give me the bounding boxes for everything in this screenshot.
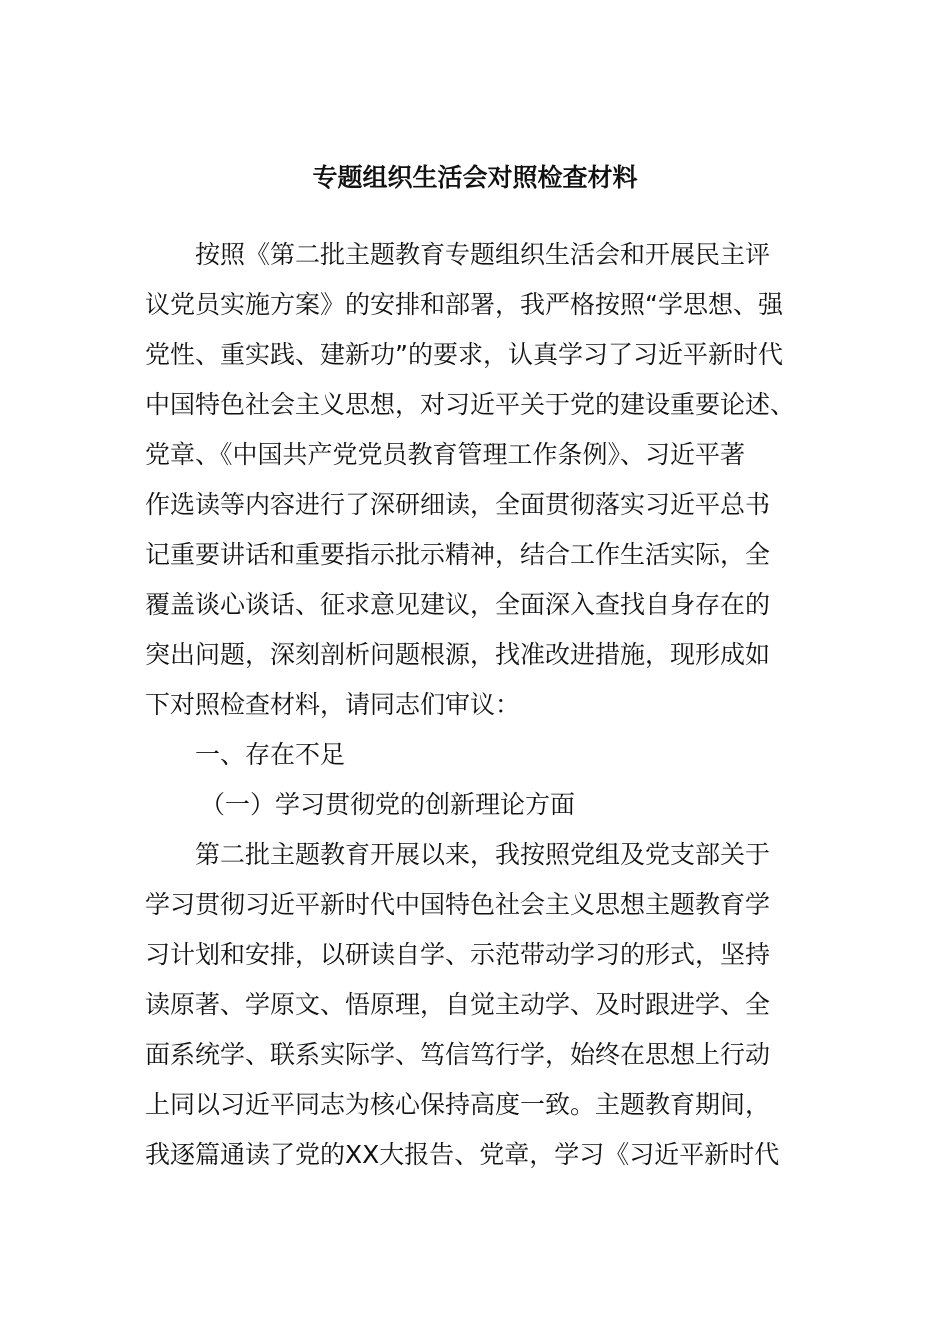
paragraph-line: 按照《第二批主题教育专题组织生活会和开展民主评 bbox=[195, 240, 771, 269]
paragraph-line: 上同以习近平同志为核心保持高度一致。主题教育期间， bbox=[145, 1090, 771, 1119]
paragraph-line: 党章、《中国共产党党员教育管理工作条例》、习近平著 bbox=[145, 440, 746, 469]
document-title: 专题组织生活会对照检查材料 bbox=[312, 163, 638, 192]
paragraph-line: 第二批主题教育开展以来，我按照党组及党支部关于 bbox=[195, 840, 771, 869]
paragraph-line: 面系统学、联系实际学、笃信笃行学，始终在思想上行动 bbox=[145, 1040, 771, 1069]
section-heading: 一、存在不足 bbox=[195, 740, 346, 769]
paragraph-line: 议党员实施方案》的安排和部署，我严格按照“学思想、强 bbox=[145, 290, 783, 319]
paragraph-line: 覆盖谈心谈话、征求意见建议，全面深入查找自身存在的 bbox=[145, 590, 771, 619]
paragraph-line: 突出问题，深刻剖析问题根源，找准改进措施，现形成如 bbox=[145, 640, 771, 669]
paragraph-line: 习计划和安排，以研读自学、示范带动学习的形式，坚持 bbox=[145, 940, 771, 969]
document-body bbox=[145, 230, 810, 1180]
paragraph-line: 作选读等内容进行了深研细读，全面贯彻落实习近平总书 bbox=[145, 490, 771, 519]
paragraph-line: 党性、重实践、建新功”的要求，认真学习了习近平新时代 bbox=[145, 340, 783, 369]
paragraph-line: 我逐篇通读了党的XX大报告、党章，学习《习近平新时代 bbox=[145, 1140, 780, 1169]
paragraph-line: 记重要讲话和重要指示批示精神，结合工作生活实际，全 bbox=[145, 540, 771, 569]
paragraph-line: 中国特色社会主义思想，对习近平关于党的建设重要论述、 bbox=[145, 390, 796, 419]
paragraph-line: 读原著、学原文、悟原理，自觉主动学、及时跟进学、全 bbox=[145, 990, 771, 1019]
subsection-heading: （一）学习贯彻党的创新理论方面 bbox=[200, 790, 576, 819]
paragraph-line: 下对照检查材料，请同志们审议： bbox=[145, 690, 521, 719]
paragraph-line: 学习贯彻习近平新时代中国特色社会主义思想主题教育学 bbox=[145, 890, 771, 919]
